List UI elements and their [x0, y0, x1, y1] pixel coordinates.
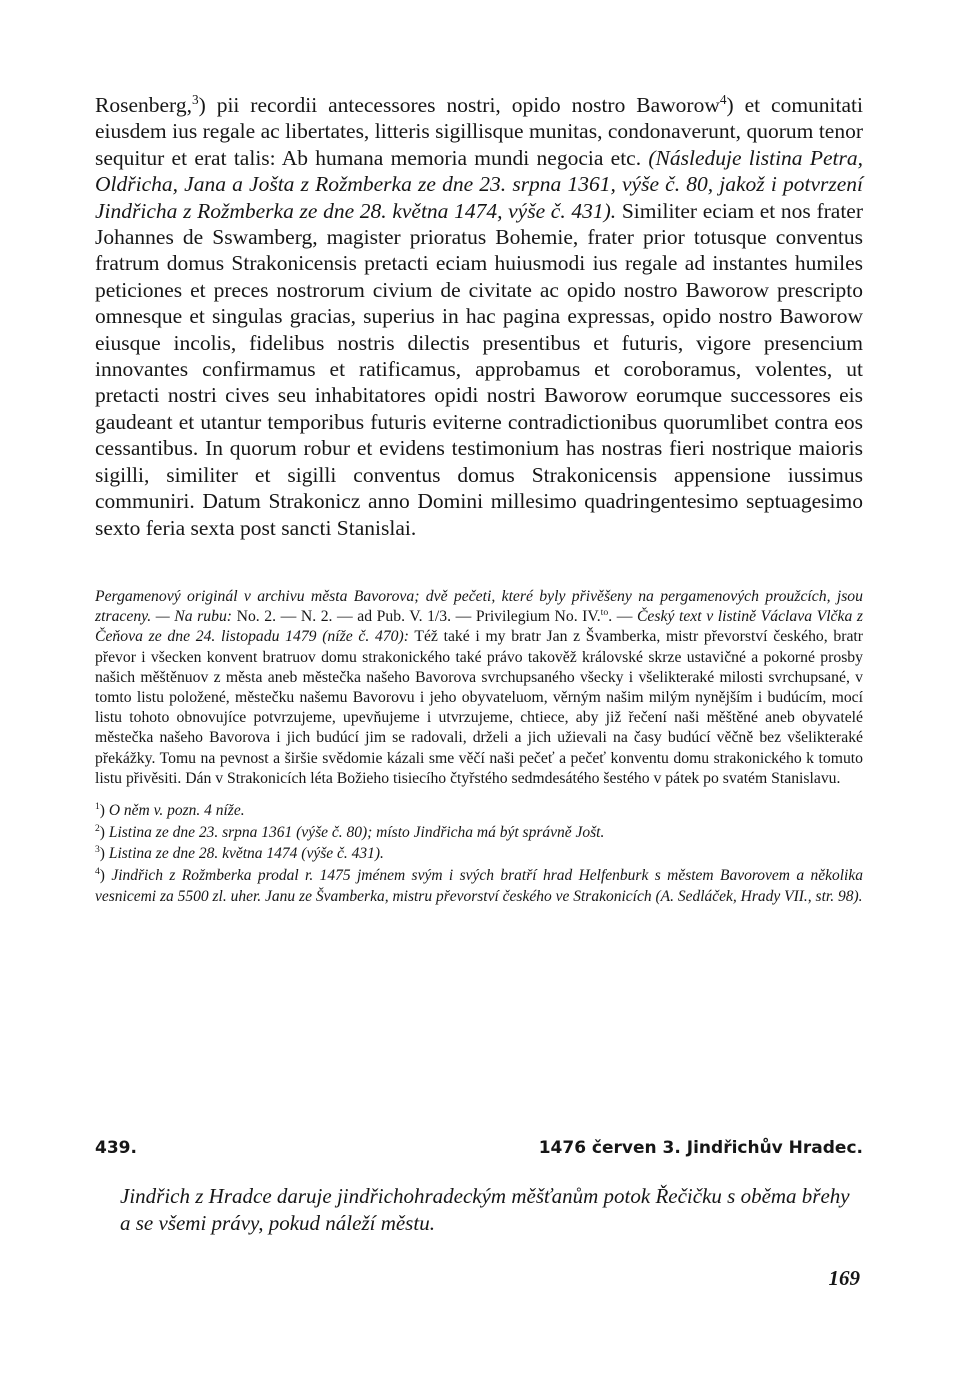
- footnote-ref-3[interactable]: 3: [191, 91, 199, 107]
- footnote-ref-4[interactable]: 4: [719, 91, 727, 107]
- editorial-insert: (Následuje listina Petra, Oldřicha, Jana a Jošta z Rožmberka ze dne 23. srpna 1361, výše č. 80, jakož i potvrzení Jindřicha z Rožmberka ze dne 28. května 1474, výše č. 431).: [95, 145, 863, 223]
- footnotes: [95, 800, 863, 908]
- entry-date-place: 1476 červen 3. Jindřichův Hradec.: [538, 1138, 863, 1158]
- footnote: $^1$) O něm v. pozn. 4 níže.: [95, 800, 245, 819]
- footnote: $^2$) Listina ze dne 23. srpna 1361 (výše č. 80); místo Jindřicha má být správně Jošt.: [95, 822, 605, 841]
- footnote: $^4$) Jindřich z Rožmberka prodal r. 1475 jménem svým i svých bratří hrad Helfenburk s městem Bavorovem a několika vesnicemi za 5500 zl. uher. Janu ze Švamberka, mistru převorství českého ve Strakonicích (A. Sedláček, Hrady VII., str. 98).: [95, 865, 863, 906]
- charter-text: Rosenberg,$^3$) pii recordii antecessores nostri, opido nostro Baworow$^4$) et comunitati eiusdem ius regale ac libertates, litteris sigillisque munitas, condonaverunt, quorum tenor sequitur et erat talis: Ab humana memoria mundi negocia etc. (Následuje listina Petra, Oldřicha, Jana a Jošta z Rožmberka ze dne 23. srpna 1361, výše č. 80, jakož i potvrzení Jindřicha z Rožmberka ze dne 28. května 1474, výše č. 431). Similiter eciam et nos frater Johannes de Sswamberg, magister prioratus Bohemie, frater prior totusque conventus fratrum domus Strakonicensis pretacti eciam huiusmodi ius regale ad instantes humiles peticiones et preces nostrorum civium de civitate ac opido nostro Baworow prescripto omnesque et singulas gracias, superius in hac pagina expressas, opido nostro Baworow eiusque incolis, fidelibus nostris dilectis presentibus et futuris, vigore presencium innovantes confirmamus et ratificamus, approbamus et coroboramus, volentes, ut pretacti nostri cives seu inhabitatores opidi nostri Baworow eorumque successores eis gaudeant et utantur temporibus futuris eviterne contradictionibus quorumlibet contra eos cessantibus. In quorum robur et evidens testimonium has nostras fieri nostrique maioris sigilli, similiter et sigilli conventus domus Strakonicensis appensione iussimus communiri. Datum Strakonicz anno Domini millesimo quadringentesimo septuagesimo sexto feria sexta post sancti Stanislai.: [95, 91, 864, 540]
- page-number: 169: [828, 1266, 860, 1290]
- entry-number: 439.: [95, 1138, 137, 1158]
- page-content: [95, 92, 863, 908]
- entry-regest: Jindřich z Hradce daruje jindřichohradeckým měšťanům potok Řečičku s oběma břehy a se všemi právy, pokud náleží městu.: [120, 1184, 850, 1235]
- entry-heading: [95, 1138, 863, 1158]
- archival-note: Pergamenový originál v archivu města Bavorova; dvě pečeti, které byly přivěšeny na pergamenových proužcích, jsou ztraceny. — Na rubu: No. 2. — N. 2. — ad Pub. V. 1/3. — Privilegium No. IV.$^{to}$. — Český text v listině Václava Vlčka z Čeňova ze dne 24. listopadu 1479 (níže č. 470): Též také i my bratr Jan z Švamberka, mistr převorství českého, bratr převor i všecken konvent bratruov domu strakonického také právo takověž královské skrze ustavičné a pokorné prosby našich měštěnuov z města aneb městečka našeho Bavorova svrchupsaného všecky i všelikteraké milosti svrchupsané, v tomto listu položené, městečku našemu Bavorovu i jeho obyvateluom, věrným našim milým nynějším i budúcím, mocí listu tohoto obnovujíce potvrzujeme, upevňujeme i utvrzujeme, chtiece, aby již řečení naši měštěné aneb obyvatelé městečka našeho Bavorova i jich budúcí jim se radovali, drželi a jich užievali na časy budúcí věčně bez všelikteraké překážky. Tomu na pevnost a širšie svědomie kázali sme věčí naši pečeť a pečeť konventu domu strakonického k tomuto listu přivěsiti. Dán v Strakonicích léta Božieho tisiecího čtyřstého sedmdesátého šestého v pátek po svatém Stanislavu.: [95, 587, 863, 787]
- footnote: $^3$) Listina ze dne 28. května 1474 (výše č. 431).: [95, 843, 384, 863]
